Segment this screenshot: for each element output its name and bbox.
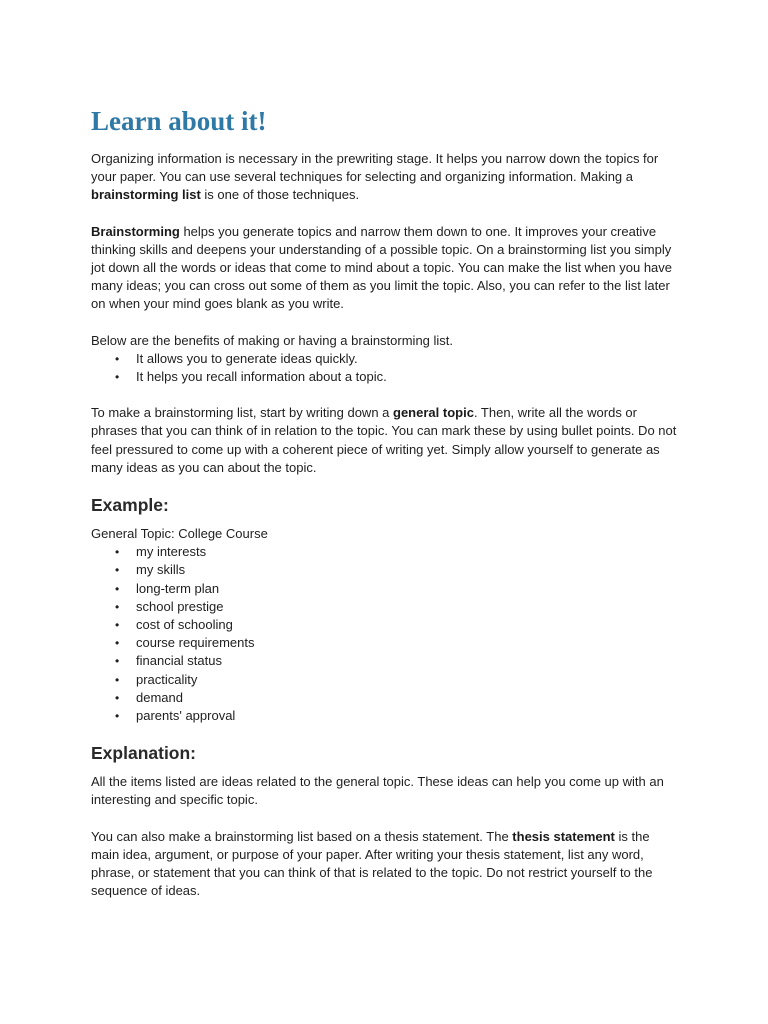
bullet-icon: • — [115, 545, 120, 560]
bullet-icon: • — [115, 709, 120, 724]
explanation-paragraph: All the items listed are ideas related to the general topic. These ideas can help you come up with an interesting and specific topic. — [91, 774, 664, 808]
document-content — [91, 104, 681, 901]
thesis-paragraph — [91, 828, 681, 901]
list-item-text: demand — [136, 689, 183, 705]
example-list — [91, 543, 681, 725]
howto-text-1: To make a brainstorming list, start by writing down a — [91, 405, 394, 421]
example-heading: Example: — [91, 495, 169, 516]
brainstorming-text: helps you generate topics and narrow them down to one. It improves your creative thinking skills and deepens your understanding of a possible topic. On a brainstorming list you simply jot down all the words or ideas that come to mind about a topic. You can make the list when you have many ideas; you can cross out some of them as you limit the topic. Also, you can refer to the list later on when your mind goes blank as you write. — [91, 223, 673, 312]
bullet-icon: • — [115, 636, 120, 651]
list-item-text: my interests — [136, 544, 207, 560]
intro-text-1: Organizing information is necessary in the prewriting stage. It helps you narrow down the topics for your paper. You can use several techniques for selecting and organizing information. Making a — [91, 151, 659, 185]
intro-paragraph — [91, 150, 681, 205]
explanation-heading: Explanation: — [91, 743, 197, 764]
brainstorming-paragraph — [91, 223, 681, 314]
list-item-text: school prestige — [136, 598, 224, 614]
list-item — [91, 707, 681, 725]
brainstorming-bold-term: Brainstorming — [91, 223, 180, 239]
list-item — [91, 598, 681, 616]
thesis-bold-term: thesis statement — [512, 828, 615, 844]
page-title: Learn about it! — [91, 106, 267, 136]
howto-text-2: . Then, write all the words or phrases that you can think of in relation to the topic. You can mark these by using bullet points. Do not feel pressured to come up with a coherent piece of writing yet. Simply allow yourself to generate as many ideas as you can about the topic. — [91, 405, 677, 475]
list-item-text: my skills — [136, 562, 186, 578]
bullet-icon: • — [115, 672, 120, 687]
bullet-icon: • — [115, 654, 120, 669]
list-item — [91, 543, 681, 561]
list-item-text: financial status — [136, 653, 222, 669]
list-item — [91, 652, 681, 670]
bullet-icon: • — [115, 351, 120, 366]
list-item-text: It allows you to generate ideas quickly. — [136, 350, 358, 366]
list-item-text: parents' approval — [136, 708, 236, 724]
thesis-text-1: You can also make a brainstorming list based on a thesis statement. The — [91, 828, 513, 844]
bullet-icon: • — [115, 370, 120, 385]
list-item-text: course requirements — [136, 635, 255, 651]
list-item — [91, 350, 681, 368]
benefits-intro: Below are the benefits of making or having a brainstorming list. — [91, 332, 454, 348]
intro-bold-term: brainstorming list — [91, 187, 201, 203]
example-topic: General Topic: College Course — [91, 526, 268, 542]
bullet-icon: • — [115, 690, 120, 705]
list-item-text: long-term plan — [136, 580, 220, 596]
list-item-text: It helps you recall information about a topic. — [136, 369, 387, 385]
bullet-icon: • — [115, 563, 120, 578]
howto-paragraph — [91, 404, 681, 477]
list-item — [91, 368, 681, 386]
list-item — [91, 580, 681, 598]
list-item — [91, 561, 681, 579]
list-item — [91, 634, 681, 652]
list-item-text: practicality — [136, 671, 198, 687]
thesis-text-2: is the main idea, argument, or purpose of your paper. After writing your thesis statement, list any word, phrase, or statement that you can think of that is related to the topic. Do not restrict yourself to the sequence of ideas. — [91, 828, 653, 899]
bullet-icon: • — [115, 599, 120, 614]
bullet-icon: • — [115, 618, 120, 633]
list-item — [91, 671, 681, 689]
list-item-text: cost of schooling — [136, 617, 233, 633]
list-item — [91, 689, 681, 707]
intro-text-2: is one of those techniques. — [200, 187, 360, 203]
list-item — [91, 616, 681, 634]
bullet-icon: • — [115, 581, 120, 596]
howto-bold-term: general topic — [393, 405, 474, 421]
benefits-list — [91, 350, 681, 386]
